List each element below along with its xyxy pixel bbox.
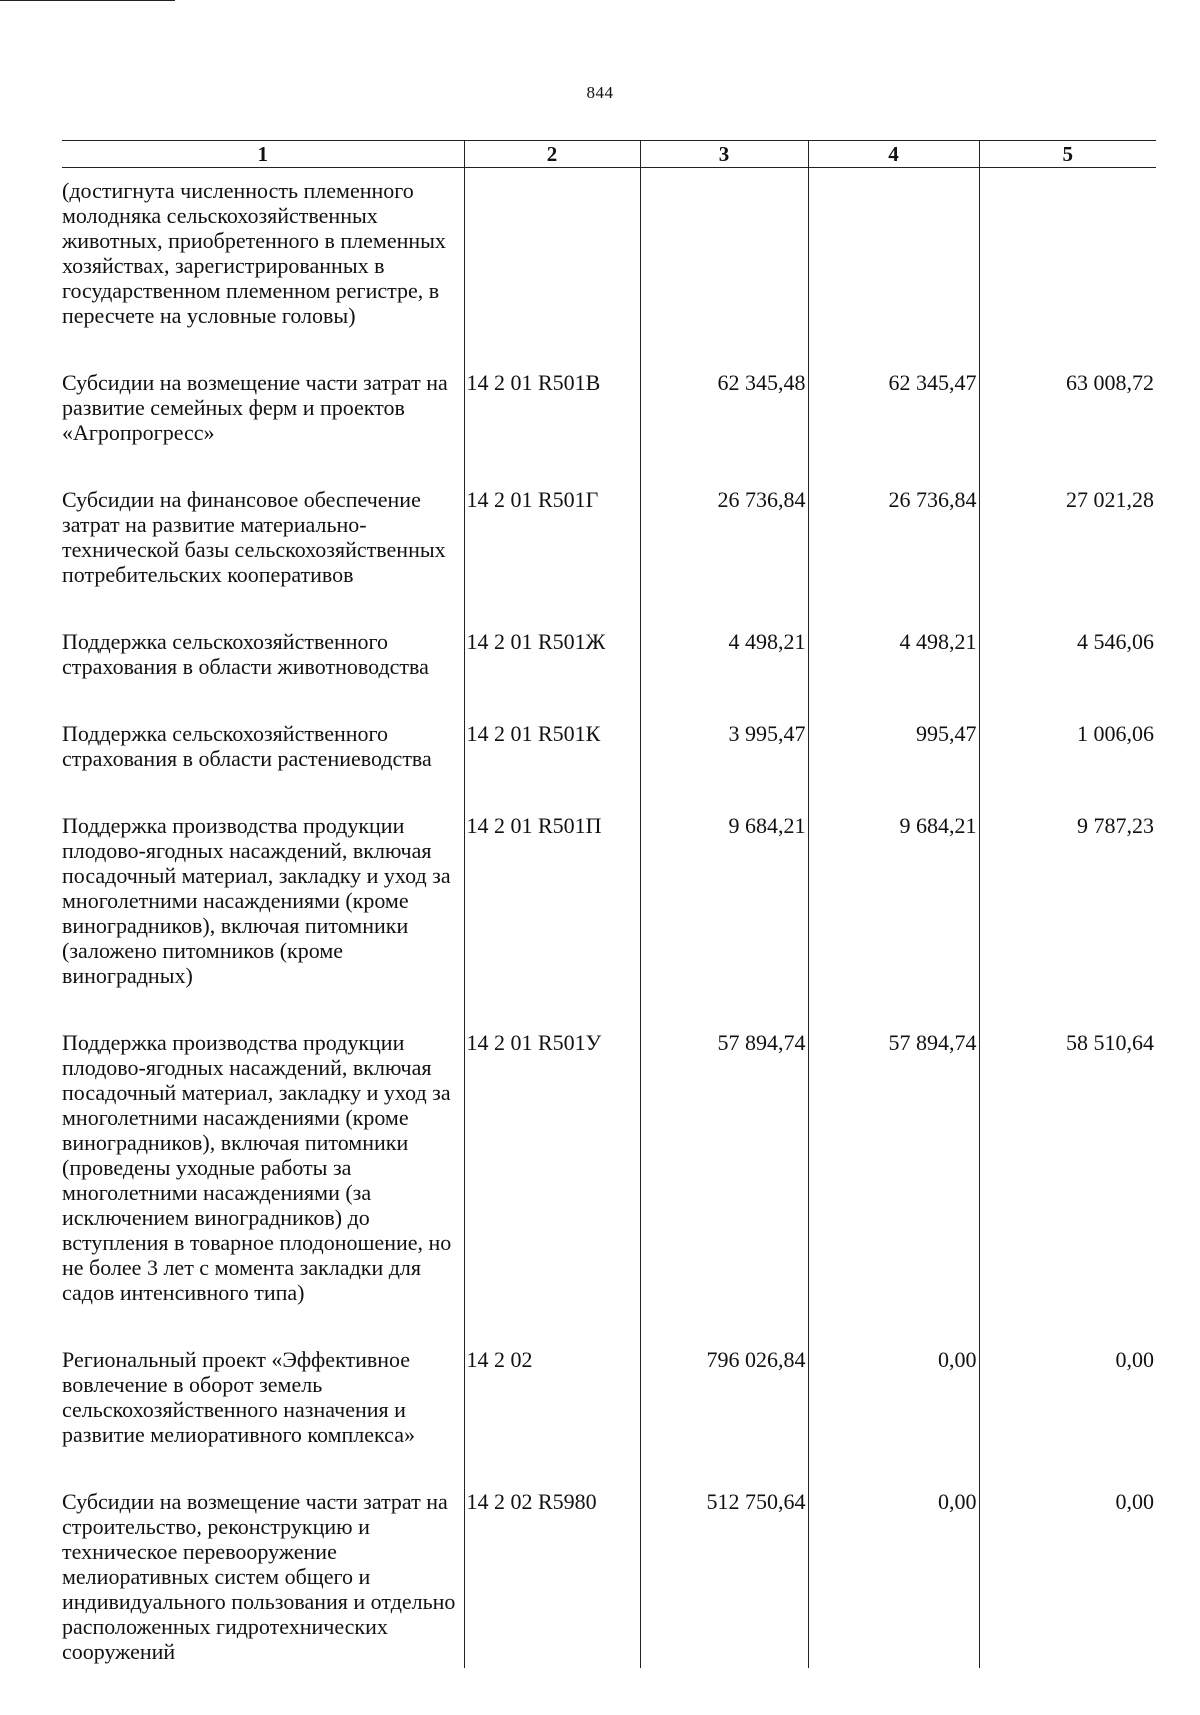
row-code: 14 2 01 R501У <box>464 1024 640 1341</box>
row-value-3: 3 995,47 <box>640 715 808 807</box>
row-value-3: 26 736,84 <box>640 481 808 623</box>
column-header-2: 2 <box>464 141 640 168</box>
page-number: 844 <box>586 83 614 102</box>
row-value-3: 62 345,48 <box>640 364 808 481</box>
header-row <box>62 141 1156 168</box>
row-code: 14 2 01 R501К <box>464 715 640 807</box>
row-value-5: 63 008,72 <box>979 364 1156 481</box>
row-name: Региональный проект «Эффективное вовлечение в оборот земель сельскохозяйственного назначения и развитие мелиоративного комплекса» <box>62 1347 415 1447</box>
row-value-5: 0,00 <box>979 1483 1156 1668</box>
row-value-4: 0,00 <box>808 1341 979 1483</box>
top-rule <box>0 0 175 1</box>
row-name: Поддержка сельскохозяйственного страхования в области растениеводства <box>62 721 432 771</box>
row-code: 14 2 02 <box>464 1341 640 1483</box>
row-name: Субсидии на возмещение части затрат на строительство, реконструкцию и техническое перевооружение мелиоративных систем общего и индивидуального пользования и отдельно расположенных гидротехнических сооружений <box>62 1489 456 1664</box>
table-row <box>62 364 1156 481</box>
column-header-3: 3 <box>640 141 808 168</box>
row-value-5: 4 546,06 <box>979 623 1156 715</box>
row-value-5: 58 510,64 <box>979 1024 1156 1341</box>
row-name: Поддержка производства продукции плодово-ягодных насаждений, включая посадочный материал, закладку и уход за многолетними насаждениями (кроме виноградников), включая питомники (проведены уходные работы за многолетними насаждениями (за исключением виноградников) до вступления в товарное плодоношение, но не более 3 лет с момента закладки для садов интенсивного типа) <box>62 1030 452 1305</box>
row-value-4 <box>808 168 979 365</box>
row-name: (достигнута численность племенного молодняка сельскохозяйственных животных, приобретенного в племенных хозяйствах, зарегистрированных в государственном племенном регистре, в пересчете на условные головы) <box>62 178 446 328</box>
table-row <box>62 715 1156 807</box>
row-name: Субсидии на финансовое обеспечение затрат на развитие материально-технической базы сельскохозяйственных потребительских кооперативов <box>62 487 446 587</box>
row-value-5: 27 021,28 <box>979 481 1156 623</box>
row-value-3: 4 498,21 <box>640 623 808 715</box>
row-value-4: 9 684,21 <box>808 807 979 1024</box>
column-header-1: 1 <box>62 141 464 168</box>
row-value-3: 9 684,21 <box>640 807 808 1024</box>
row-code: 14 2 01 R501В <box>464 364 640 481</box>
row-value-3 <box>640 168 808 365</box>
row-code: 14 2 01 R501Ж <box>464 623 640 715</box>
row-value-4: 57 894,74 <box>808 1024 979 1341</box>
table-row <box>62 1341 1156 1483</box>
table-row <box>62 481 1156 623</box>
row-value-4: 0,00 <box>808 1483 979 1668</box>
row-value-3: 57 894,74 <box>640 1024 808 1341</box>
row-code: 14 2 01 R501П <box>464 807 640 1024</box>
row-value-4: 4 498,21 <box>808 623 979 715</box>
row-name: Поддержка производства продукции плодово-ягодных насаждений, включая посадочный материал, закладку и уход за многолетними насаждениями (кроме виноградников), включая питомники (заложено питомников (кроме виноградных) <box>62 813 451 988</box>
table-row <box>62 807 1156 1024</box>
table-row <box>62 1483 1156 1668</box>
row-name: Поддержка сельскохозяйственного страхования в области животноводства <box>62 629 429 679</box>
row-code: 14 2 01 R501Г <box>464 481 640 623</box>
row-value-4: 62 345,47 <box>808 364 979 481</box>
row-code: 14 2 02 R5980 <box>464 1483 640 1668</box>
row-name: Субсидии на возмещение части затрат на развитие семейных ферм и проектов «Агропрогресс» <box>62 370 448 445</box>
row-value-5: 9 787,23 <box>979 807 1156 1024</box>
row-value-5: 0,00 <box>979 1341 1156 1483</box>
column-header-4: 4 <box>808 141 979 168</box>
table-row <box>62 1024 1156 1341</box>
budget-table <box>62 140 1156 1668</box>
table-row <box>62 623 1156 715</box>
row-value-5 <box>979 168 1156 365</box>
row-value-3: 796 026,84 <box>640 1341 808 1483</box>
row-value-5: 1 006,06 <box>979 715 1156 807</box>
row-value-4: 995,47 <box>808 715 979 807</box>
table-row <box>62 168 1156 365</box>
row-value-3: 512 750,64 <box>640 1483 808 1668</box>
row-value-4: 26 736,84 <box>808 481 979 623</box>
column-header-5: 5 <box>979 141 1156 168</box>
row-code <box>464 168 640 365</box>
